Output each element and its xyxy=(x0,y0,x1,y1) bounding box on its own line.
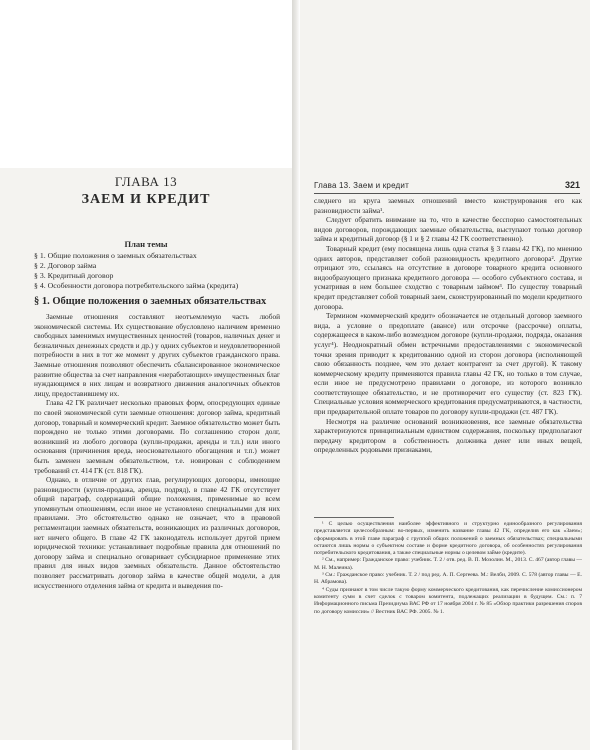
footnote-separator xyxy=(314,517,394,518)
paragraph: Термином «коммерческий кредит» обозначается не отдельный договор заемного вида, а условие о предоплате (авансе) или отсрочке (рассрочке) оплаты, содержащееся в каком-либо возмездном договоре (купли-продажи, подряда, оказания услуг⁴). Неоднократный обмен встречными предоставлениями с экономической точки зрения приводит к кредитованию одной из сторон договора (исполняющей свою обязанность позднее, чем это делает контрагент за счет другой). К такому коммерческому кредиту применяются правила главы 42 ГК, но только в том случае, если иное не предусмотрено правилами о договоре, из которого возникло соответствующее обязательство, и не противоречит его существу (ст. 823 ГК). Специальные условия коммерческого кредитования предусматриваются, в частности, при предварительной оплате товаров по договору купли-продажи (ст. 487 ГК). xyxy=(314,311,582,417)
footnote: ⁴ Суды признают в том числе такую форму коммерческого кредитования, как перечисление комиссионером комитенту сумм в счет сделок с товаром комитента, подлежащих реализации в будущем. См.: п. 7 Информационного письма Президиума ВАС РФ от 17 ноября 2004 г. № 85 «Обзор практики разрешения споров по договору комиссии» // Вестник ВАС РФ. 2005. № 1. xyxy=(314,586,582,615)
plan-item: § 4. Особенности договора потребительского займа (кредита) xyxy=(34,281,239,290)
chapter-title: ЗАЕМ И КРЕДИТ xyxy=(81,192,211,207)
plan-item: § 1. Общие положения о заемных обязательствах xyxy=(34,251,197,260)
footnote: ¹ С целью осуществления наиболее эффективного и структурно единообразного регулирования представляется целесообразным: во-первых, изменить название главы 42 ГК, определив его как «Заем»; сформировать в этой главе параграф с группой общих положений о заемных обязательствах; специальными остаются лишь нормы о субъектном составе и форме кредитного договора, об особенностях регулирования потребительского кредитования, а также специальные нормы о целевом займе (кредите). xyxy=(314,521,582,557)
paragraph: Следует обратить внимание на то, что в качестве бесспорно самостоятельных видов договоров, порождающих заемные обязательства, выступают только договор займа и кредитный договор (§ 1 и § 2 главы 42 ГК соответственно). xyxy=(314,215,582,244)
plan-heading: План темы xyxy=(124,239,168,249)
paragraph: Заемные отношения составляют неотъемлемую часть любой экономической системы. Их существование обусловлено наличием временно свободных заменимых имущественных ценностей (товаров, наличных денег и безналичных денежных средств и др.) у одних субъектов и неудовлетворенной потребности в них в тот же момент у других субъектов гражданского права. Заемные отношения позволяют обеспечить сбалансированное экономическое развитие общества за счет направления «неработающих» имущественных благ нуждающимся в них лицам и возвратного движения аналогичных объектов лицу, предоставившему их. xyxy=(34,312,280,398)
plan-item: § 3. Кредитный договор xyxy=(34,271,114,280)
footnote: ³ См.: Гражданское право: учебник. Т. 2 / под ред. А. П. Сергеева. М.: Велби, 2009. С. 578 (автор главы — Е. Н. Абрамова). xyxy=(314,572,582,586)
paragraph: Несмотря на различие оснований возникновения, все заемные обязательства характеризуются принципиальным единством содержания, поскольку предполагают передачу кредитором в собственность должника денег или иных вещей, определенных родовыми признаками, xyxy=(314,416,582,455)
paragraph: Однако, в отличие от других глав, регулирующих договоры, имеющие разновидности (купля-продажа, аренда, подряд), в главе 42 ГК отсутствует общий параграф, содержащий общие положения, применимые ко всем упомянутым отношениям, если иное не установлено специальными для них правилами. Это обстоятельство однако не означает, что в правовой регламентации заемных обязательств, возникающих из различных договоров, нет ничего общего. В главе 42 ГК законодатель использует другой прием юридической техники: устанавливает подробные правила для отношений по договору займа и специально оговаривает субсидиарное применение этих правил для иных видов заемных обязательств. Данное обстоятельство позволяет рассматривать договор займа в качестве общей модели, а для искусственного отделения займа от кредита и выведения по- xyxy=(34,475,280,590)
book-gutter xyxy=(292,0,300,750)
paragraph: Товарный кредит (ему посвящена лишь одна статья § 3 главы 42 ГК), по мнению одних авторов, представляет собой разновидность кредитного договора². Другие отрицают это, ссылаясь на отсутствие в договоре товарного кредита основного видообразующего признака кредитного договора — особого субъектного состава, и усматривая в нем большее сходство с товарным займом³. По существу товарный кредит представляет собой товарный заем, сконструированный по модели кредитного договора. xyxy=(314,243,582,311)
footnote: ² См., например: Гражданское право: учебник. Т. 2 / отв. ред. В. П. Мозолин. М., 2013. С. 467 (автор главы — М. Н. Малеина). xyxy=(314,557,582,571)
running-head-rule xyxy=(314,193,580,194)
page-number: 321 xyxy=(564,180,580,190)
paragraph: следнего из круга заемных отношений вместо конструирования его как разновидности займа¹. xyxy=(314,196,582,215)
running-head-title: Глава 13. Заем и кредит xyxy=(314,181,409,190)
right-body-text xyxy=(314,196,582,455)
plan-item: § 2. Договор займа xyxy=(34,261,97,270)
plan-list xyxy=(34,251,274,291)
section-heading: § 1. Общие положения о заемных обязательствах xyxy=(34,296,267,307)
left-body-text xyxy=(34,312,280,590)
chapter-number: ГЛАВА 13 xyxy=(114,174,178,189)
footnotes xyxy=(314,521,582,616)
paragraph: Глава 42 ГК различает несколько правовых форм, опосредующих единые по своей экономической сути заемные отношения: договор займа, кредитный договор, товарный и коммерческий кредит. Заемное обязательство может быть порождено не только этими договорами. По соглашению сторон долг, возникший из любого договора (купли-продажи, аренды и т.п.) или иного основания (причинения вреда, неосновательного обогащения и т.п.) может быть заменен заемным обязательством, т.е. новирован с соблюдением требований ст. 414 ГК (ст. 818 ГК). xyxy=(34,398,280,475)
